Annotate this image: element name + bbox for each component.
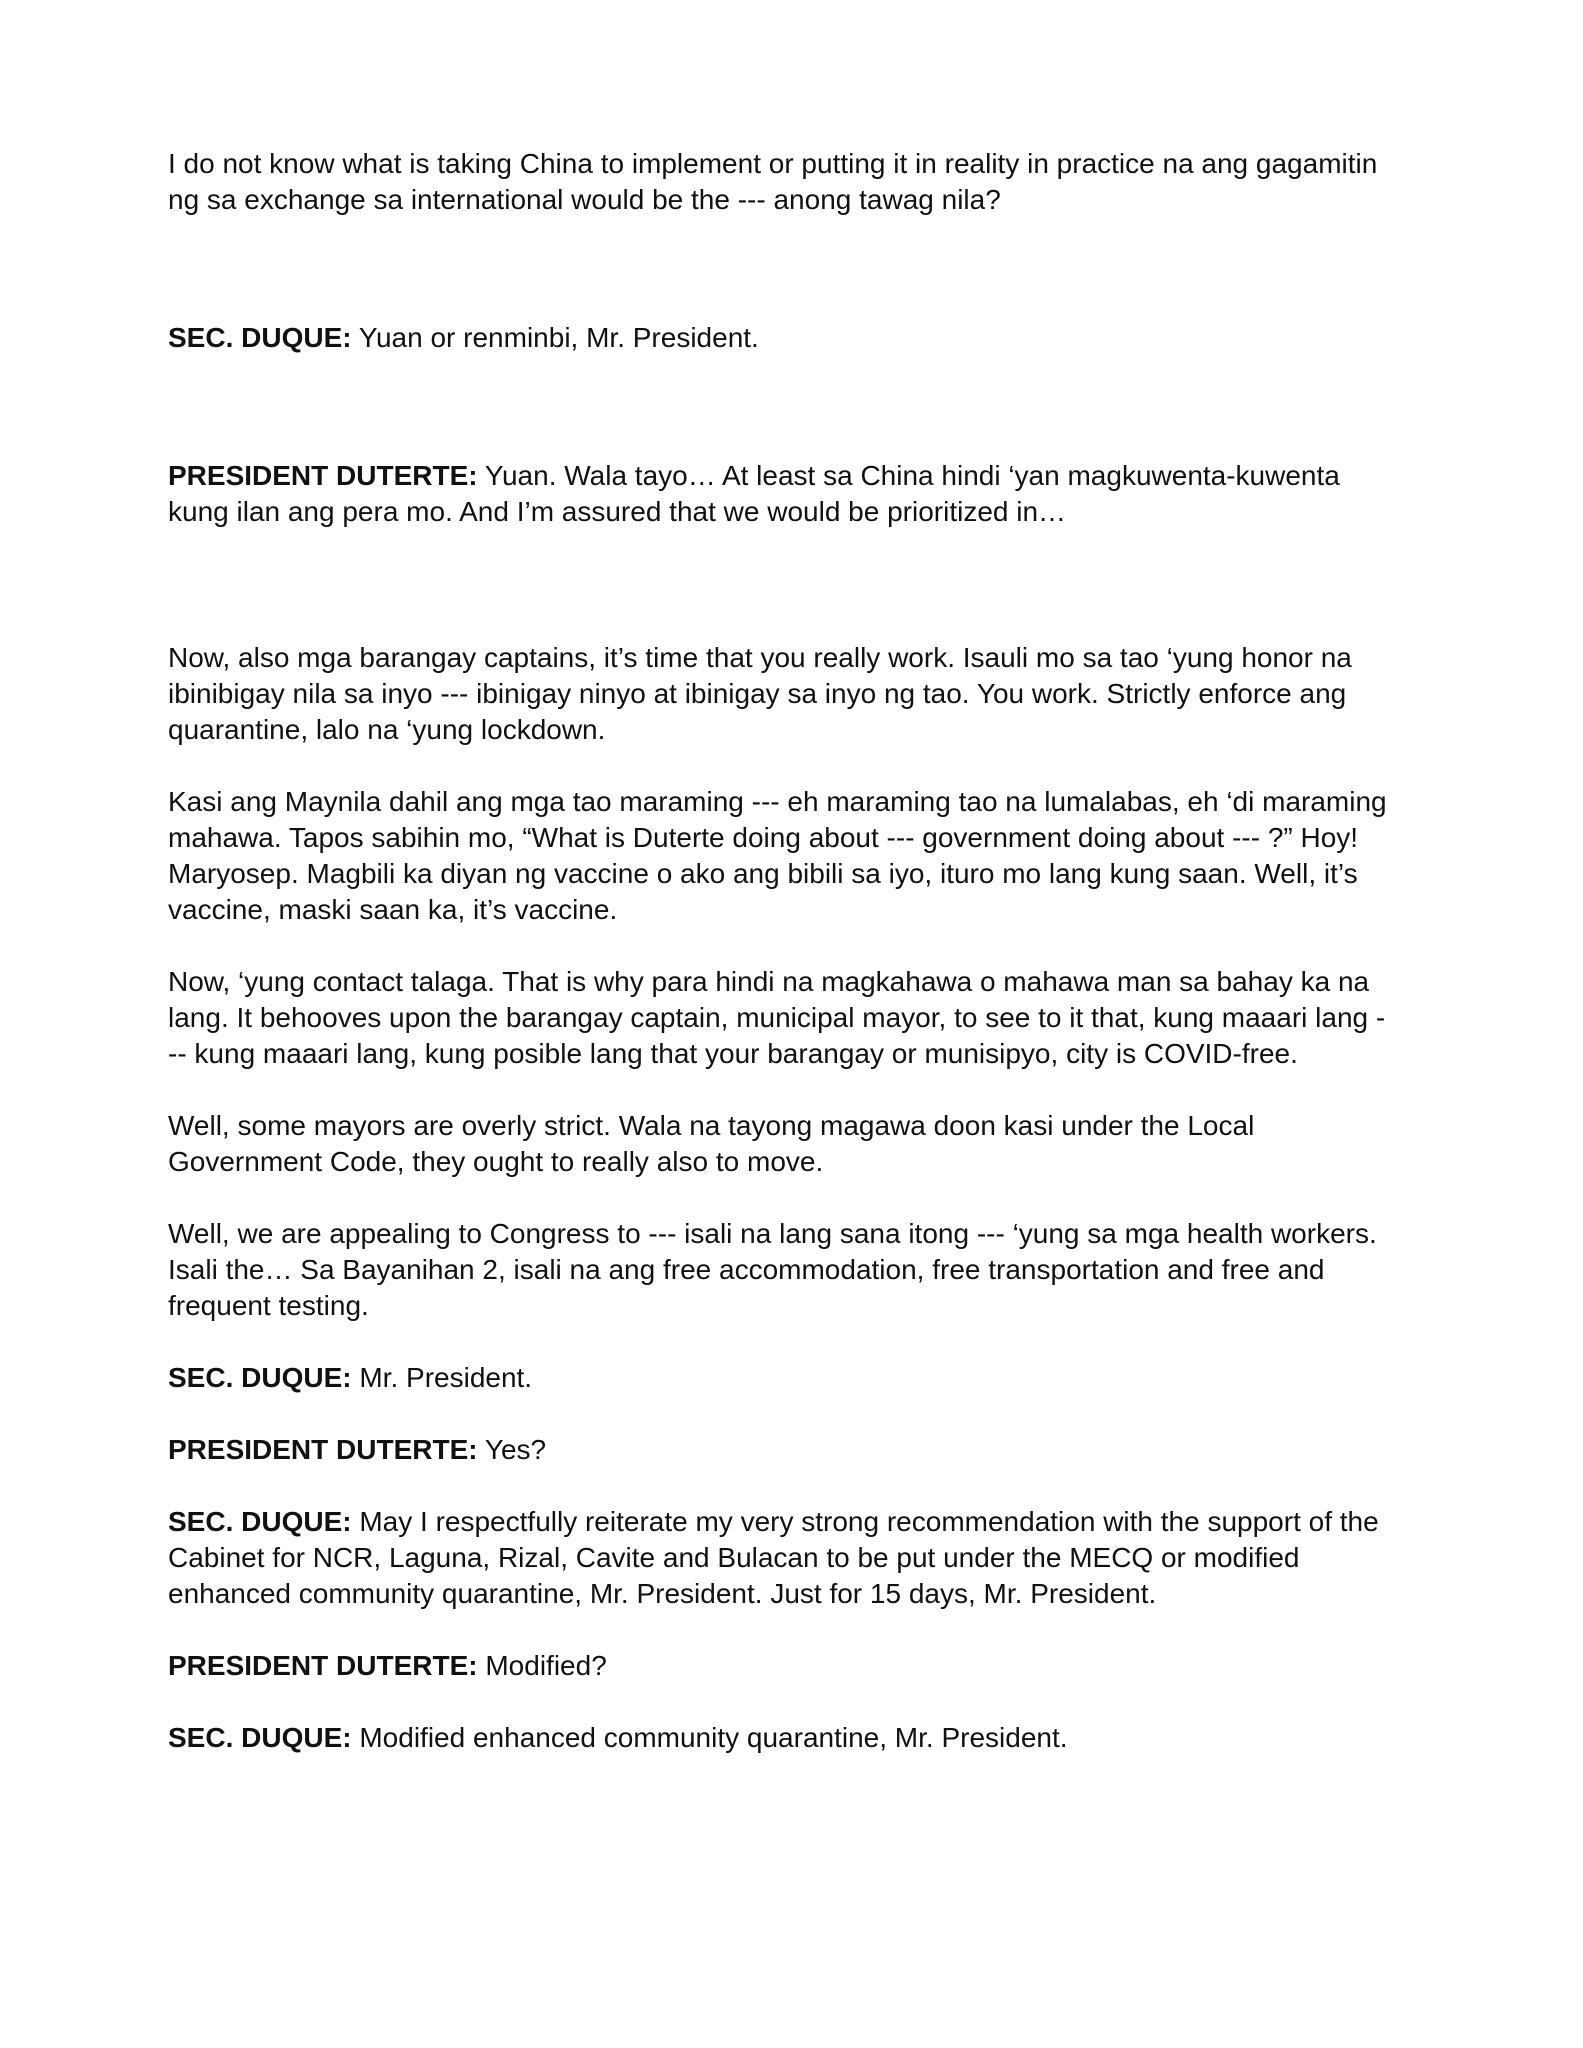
paragraph-text: I do not know what is taking China to implement or putting it in reality in practice na ang gagamitin ng sa exchange sa international would be the --- anong tawag nila?	[168, 148, 1378, 215]
paragraph-text: Now, ‘yung contact talaga. That is why para hindi na magkahawa o mahawa man sa bahay ka na lang. It behooves upon the barangay captain, municipal mayor, to see to it that, kung maaari lang --- kung maaari lang, kung posible lang that your barangay or munisipyo, city is COVID-free.	[168, 966, 1386, 1069]
transcript-paragraph-10	[168, 1432, 1393, 1468]
paragraph-text: Well, we are appealing to Congress to --- isali na lang sana itong --- ‘yung sa mga health workers. Isali the… Sa Bayanihan 2, isali na ang free accommodation, free transportation and free and frequent testing.	[168, 1218, 1377, 1321]
paragraph-text: Modified enhanced community quarantine, Mr. President.	[351, 1722, 1068, 1753]
transcript-paragraph-8	[168, 1216, 1393, 1324]
paragraph-text: Mr. President.	[351, 1362, 533, 1393]
speaker-label: SEC. DUQUE:	[168, 1722, 352, 1753]
paragraph-text: Modified?	[477, 1650, 607, 1681]
transcript-paragraph-2	[168, 320, 1393, 356]
transcript-paragraph-13	[168, 1720, 1393, 1756]
transcript-paragraph-6	[168, 964, 1393, 1072]
transcript-paragraph-1	[168, 146, 1393, 218]
speaker-label: PRESIDENT DUTERTE:	[168, 1434, 478, 1465]
paragraph-text: Yuan or renminbi, Mr. President.	[351, 322, 759, 353]
paragraph-text: Well, some mayors are overly strict. Wala na tayong magawa doon kasi under the Local Government Code, they ought to really also to move.	[168, 1110, 1255, 1177]
speaker-label: SEC. DUQUE:	[168, 322, 352, 353]
speaker-label: PRESIDENT DUTERTE:	[168, 1650, 478, 1681]
speaker-label: SEC. DUQUE:	[168, 1362, 352, 1393]
paragraph-text: Now, also mga barangay captains, it’s time that you really work. Isauli mo sa tao ‘yung honor na ibinibigay nila sa inyo --- ibinigay ninyo at ibinigay sa inyo ng tao. You work. Strictly enforce ang quarantine, lalo na ‘yung lockdown.	[168, 642, 1352, 745]
transcript-paragraph-9	[168, 1360, 1393, 1396]
speaker-label: PRESIDENT DUTERTE:	[168, 460, 478, 491]
transcript-paragraph-4	[168, 640, 1393, 748]
transcript-paragraph-11	[168, 1504, 1393, 1612]
transcript-paragraph-7	[168, 1108, 1393, 1180]
paragraph-text: Kasi ang Maynila dahil ang mga tao maraming --- eh maraming tao na lumalabas, eh ‘di maraming mahawa. Tapos sabihin mo, “What is Duterte doing about --- government doing about --- ?” Hoy! Maryosep. Magbili ka diyan ng vaccine o ako ang bibili sa iyo, ituro mo lang kung saan. Well, it’s vaccine, maski saan ka, it’s vaccine.	[168, 786, 1387, 925]
transcript-body	[168, 146, 1393, 1756]
transcript-paragraph-5	[168, 784, 1393, 928]
paragraph-text: Yuan. Wala tayo… At least sa China hindi ‘yan magkuwenta-kuwenta kung ilan ang pera mo. And I’m assured that we would be prioritized in…	[168, 460, 1340, 527]
transcript-paragraph-3	[168, 458, 1393, 530]
paragraph-text: May I respectfully reiterate my very strong recommendation with the support of the Cabinet for NCR, Laguna, Rizal, Cavite and Bulacan to be put under the MECQ or modified enhanced community quarantine, Mr. President. Just for 15 days, Mr. President.	[168, 1506, 1379, 1609]
paragraph-text: Yes?	[477, 1434, 547, 1465]
speaker-label: SEC. DUQUE:	[168, 1506, 352, 1537]
transcript-paragraph-12	[168, 1648, 1393, 1684]
